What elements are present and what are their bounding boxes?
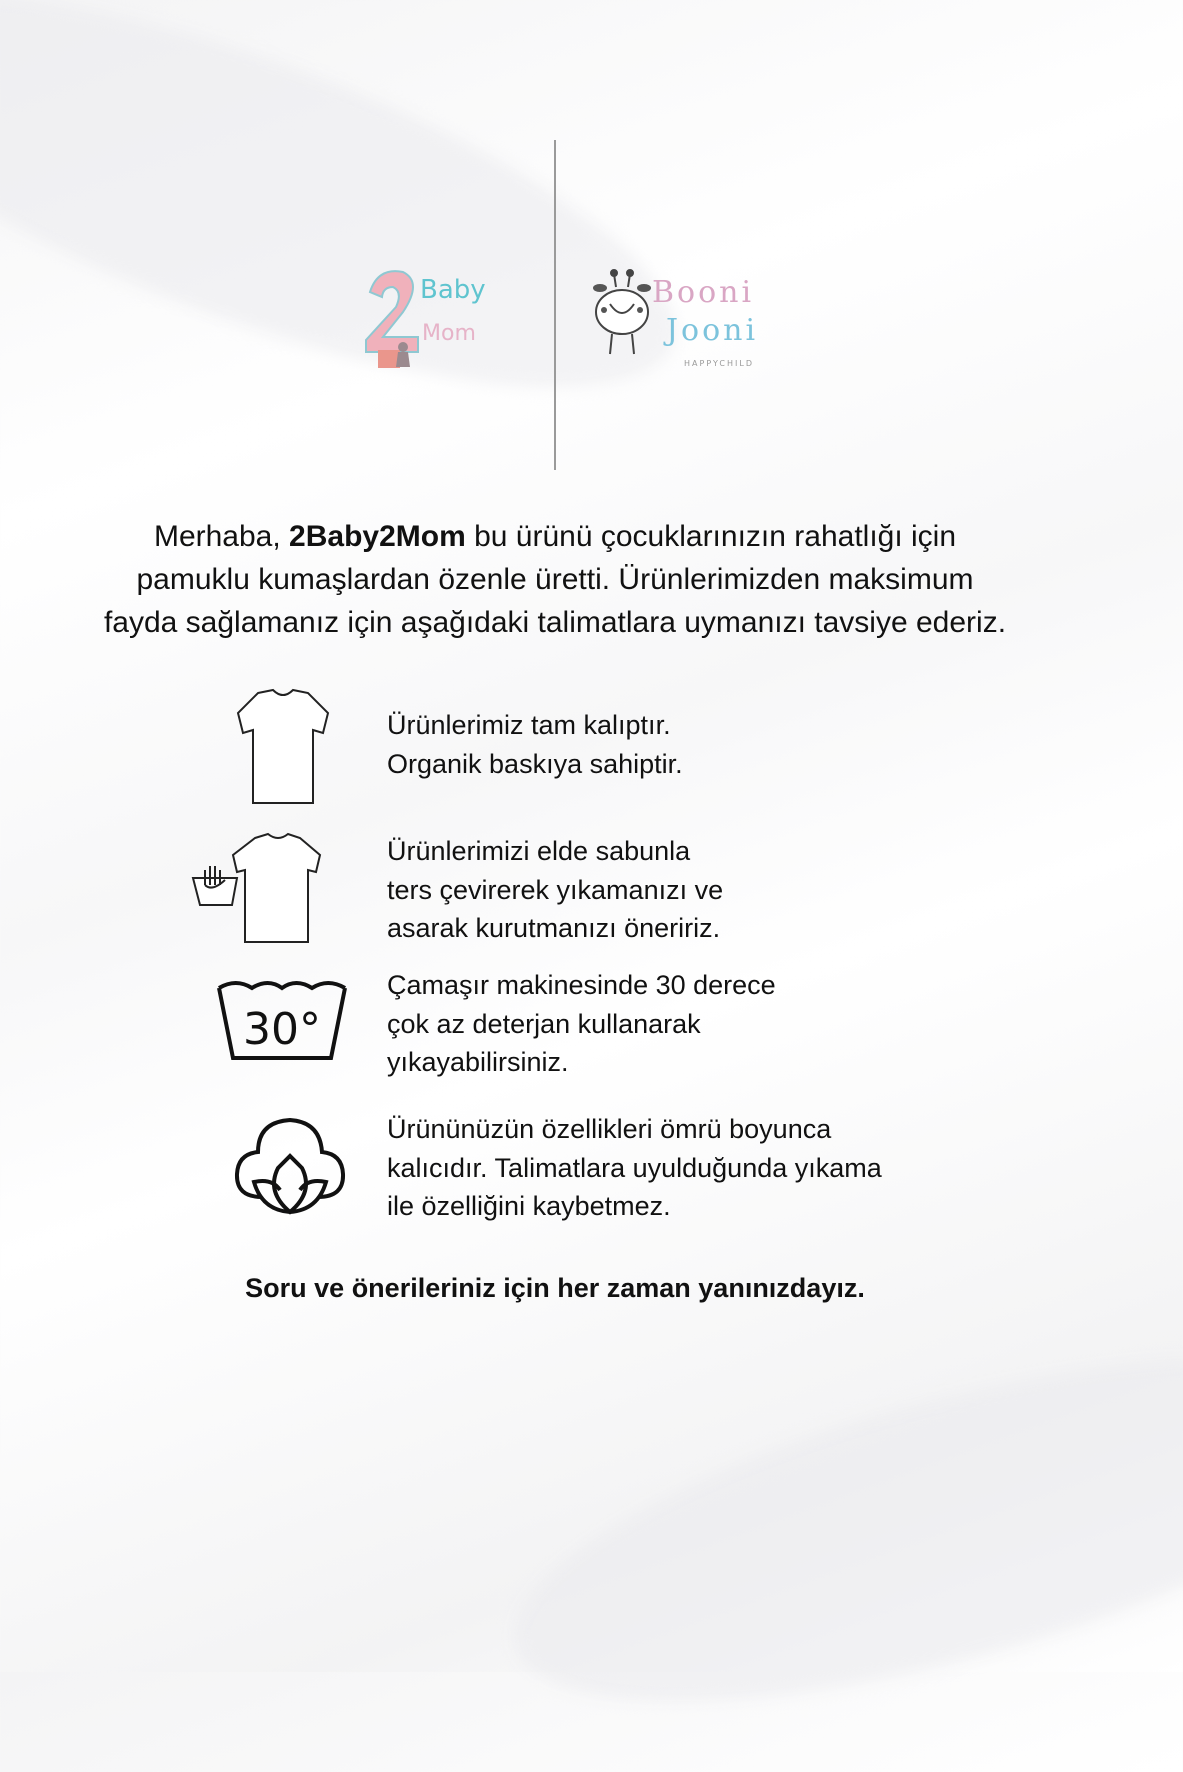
logo-2baby2mom xyxy=(358,262,508,382)
wash-temperature-text: 30° xyxy=(243,1004,321,1055)
logo-mom-text: Mom xyxy=(422,321,476,346)
logo-jooni-text: Jooni xyxy=(666,313,759,348)
cotton-flower-icon xyxy=(232,1112,348,1223)
tshirt-icon xyxy=(228,688,338,813)
item-line: Ürünlerimizi elde sabunla xyxy=(387,836,691,866)
item-line: Organik baskıya sahiptir. xyxy=(387,748,683,779)
item-line: Çamaşır makinesinde 30 derece xyxy=(387,970,776,1000)
background-swoosh xyxy=(482,1288,1183,1772)
item-line: asarak kurutmanızı öneririz. xyxy=(387,913,721,943)
intro-prefix: Merhaba, xyxy=(153,520,290,553)
item-line: kalıcıdır. Talimatlara uyulduğunda yıkama xyxy=(387,1152,882,1183)
item-line: ters çevirerek yıkamanızı ve xyxy=(387,874,724,905)
item-line: Ürününüzün özellikleri ömrü boyunca xyxy=(387,1114,832,1144)
intro-line3: fayda sağlamanız için aşağıdaki talimatlara uymanızı tavsiye ederiz. xyxy=(103,606,1007,639)
intro-line2: pamuklu kumaşlardan özenle üretti. Ürünlerimizden maksimum xyxy=(136,563,974,596)
intro-line1: bu ürünü çocuklarınızın rahatlığı için xyxy=(465,520,957,553)
wash-30-icon xyxy=(216,980,348,1067)
logo-baby-text: Baby xyxy=(420,275,486,305)
logo-tagline-text: HAPPYCHILD xyxy=(684,359,754,368)
item-line: yıkayabilirsiniz. xyxy=(387,1047,569,1077)
item-line: ile özelliğini kaybetmez. xyxy=(387,1191,671,1221)
background-swoosh xyxy=(0,0,717,466)
hand-wash-tshirt-icon xyxy=(190,830,340,955)
logo-divider xyxy=(554,140,556,470)
logo-booni-jooni xyxy=(592,262,802,374)
item-line: çok az deterjan kullanarak xyxy=(387,1008,701,1039)
item-line: Ürünlerimiz tam kalıptır. xyxy=(387,710,671,740)
intro-brand: 2Baby2Mom xyxy=(289,520,466,553)
logo-booni-text: Booni xyxy=(652,275,755,310)
footer-message: Soru ve önerileriniz için her zaman yanınızdayız. xyxy=(245,1273,865,1303)
intro-paragraph xyxy=(0,515,1110,644)
